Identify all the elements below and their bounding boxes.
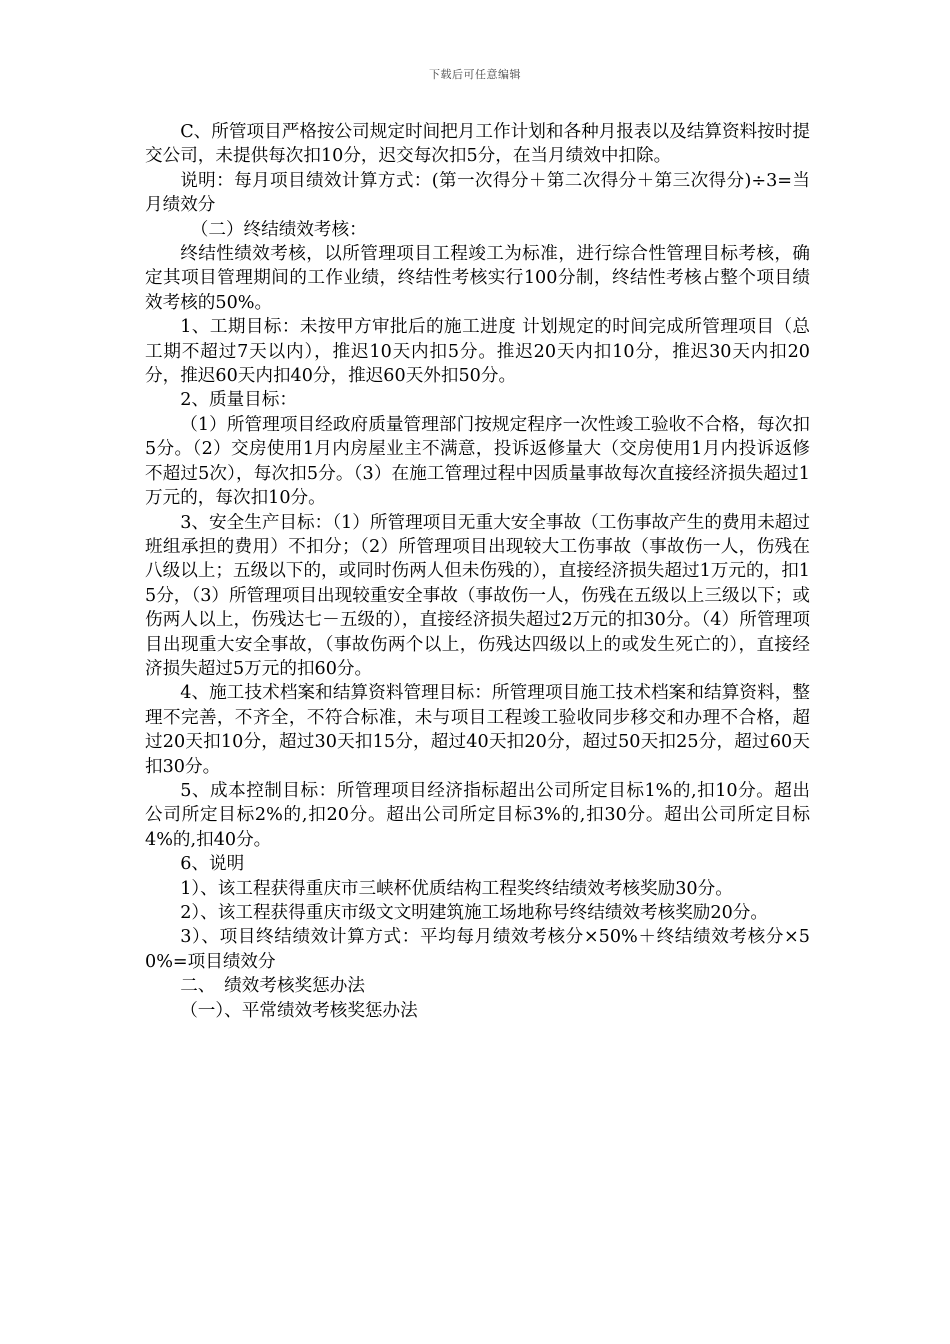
paragraph-c-monthly-reports: C、所管项目严格按公司规定时间把月工作计划和各种月报表以及结算资料按时提交公司，未提供每次扣10分，迟交每次扣5分，在当月绩效中扣除。	[145, 122, 810, 167]
section-heading-rewards: 二、 绩效考核奖惩办法	[180, 976, 365, 997]
subsection-heading-regular-rewards: （一）、平常绩效考核奖惩办法	[180, 1000, 418, 1021]
header-note: 下载后可任意编辑	[429, 68, 521, 81]
section-heading-final-assessment: （二）终结绩效考核：	[190, 219, 367, 240]
paragraph-note-1: 1）、该工程获得重庆市三峡杯优质结构工程奖终结绩效考核奖励30分。	[180, 878, 733, 899]
paragraph-note-2: 2）、该工程获得重庆市级文文明建筑施工场地称号终结绩效考核奖励20分。	[180, 903, 768, 923]
document-body	[145, 120, 810, 1023]
paragraph-schedule-target: 1、工期目标：未按甲方审批后的施工进度 计划规定的时间完成所管理项目（总工期不超过7天以内），推迟10天内扣5分。推迟20天内扣10分，推迟30天内扣20分，推迟60天内扣40分，推迟60天外扣50分。	[145, 317, 810, 387]
paragraph-note-3: 3）、项目终结绩效计算方式：平均每月绩效考核分×50%＋终结绩效考核分×50%=项目绩效分	[145, 927, 810, 972]
paragraph-cost-target: 5、成本控制目标：所管理项目经济指标超出公司所定目标1%的,扣10分。超出公司所定目标2%的,扣20分。超出公司所定目标3%的,扣30分。超出公司所定目标4%的,扣40分。	[145, 780, 810, 850]
paragraph-archives-target: 4、施工技术档案和结算资料管理目标：所管理项目施工技术档案和结算资料，整理不完善，不齐全，不符合标准，未与项目工程竣工验收同步移交和办理不合格，超过20天扣10分，超过30天扣15分，超过40天扣20分，超过50天扣25分，超过60天扣30分。	[145, 683, 810, 777]
paragraph-monthly-formula: 说明：每月项目绩效计算方式：(第一次得分＋第二次得分＋第三次得分)÷3=当月绩效分	[145, 170, 810, 216]
paragraph-quality-target: （1）所管理项目经政府质量管理部门按规定程序一次性竣工验收不合格，每次扣5分。（2）交房使用1月内房屋业主不满意，投诉返修量大（交房使用1月内投诉返修不超过5次），每次扣5分。（3）在施工管理过程中因质量事故每次直接经济损失超过1万元的，每次扣10分。	[145, 414, 810, 509]
paragraph-notes-heading: 6、说明	[180, 854, 245, 875]
paragraph-final-assessment-intro: 终结性绩效考核，以所管理项目工程竣工为标准，进行综合性管理目标考核，确定其项目管理期间的工作业绩，终结性考核实行100分制，终结性考核占整个项目绩效考核的50%。	[145, 244, 810, 313]
paragraph-safety-target: 3、安全生产目标：（1）所管理项目无重大安全事故（工伤事故产生的费用未超过班组承担的费用）不扣分；（2）所管理项目出现较大工伤事故（事故伤一人，伤残在八级以上；五级以下的，或同时伤两人但未伤残的），直接经济损失超过1万元的，扣15分，（3）所管理项目出现较重安全事故（事故伤一人，伤残在五级以上三级以下；或伤两人以上，伤残达七－五级的），直接经济损失超过2万元的扣30分。（4）所管理项目出现重大安全事故，（事故伤两个以上，伤残达四级以上的或发生死亡的），直接经济损失超过5万元的扣60分。	[145, 512, 810, 679]
paragraph-quality-target-heading: 2、质量目标：	[180, 390, 297, 411]
